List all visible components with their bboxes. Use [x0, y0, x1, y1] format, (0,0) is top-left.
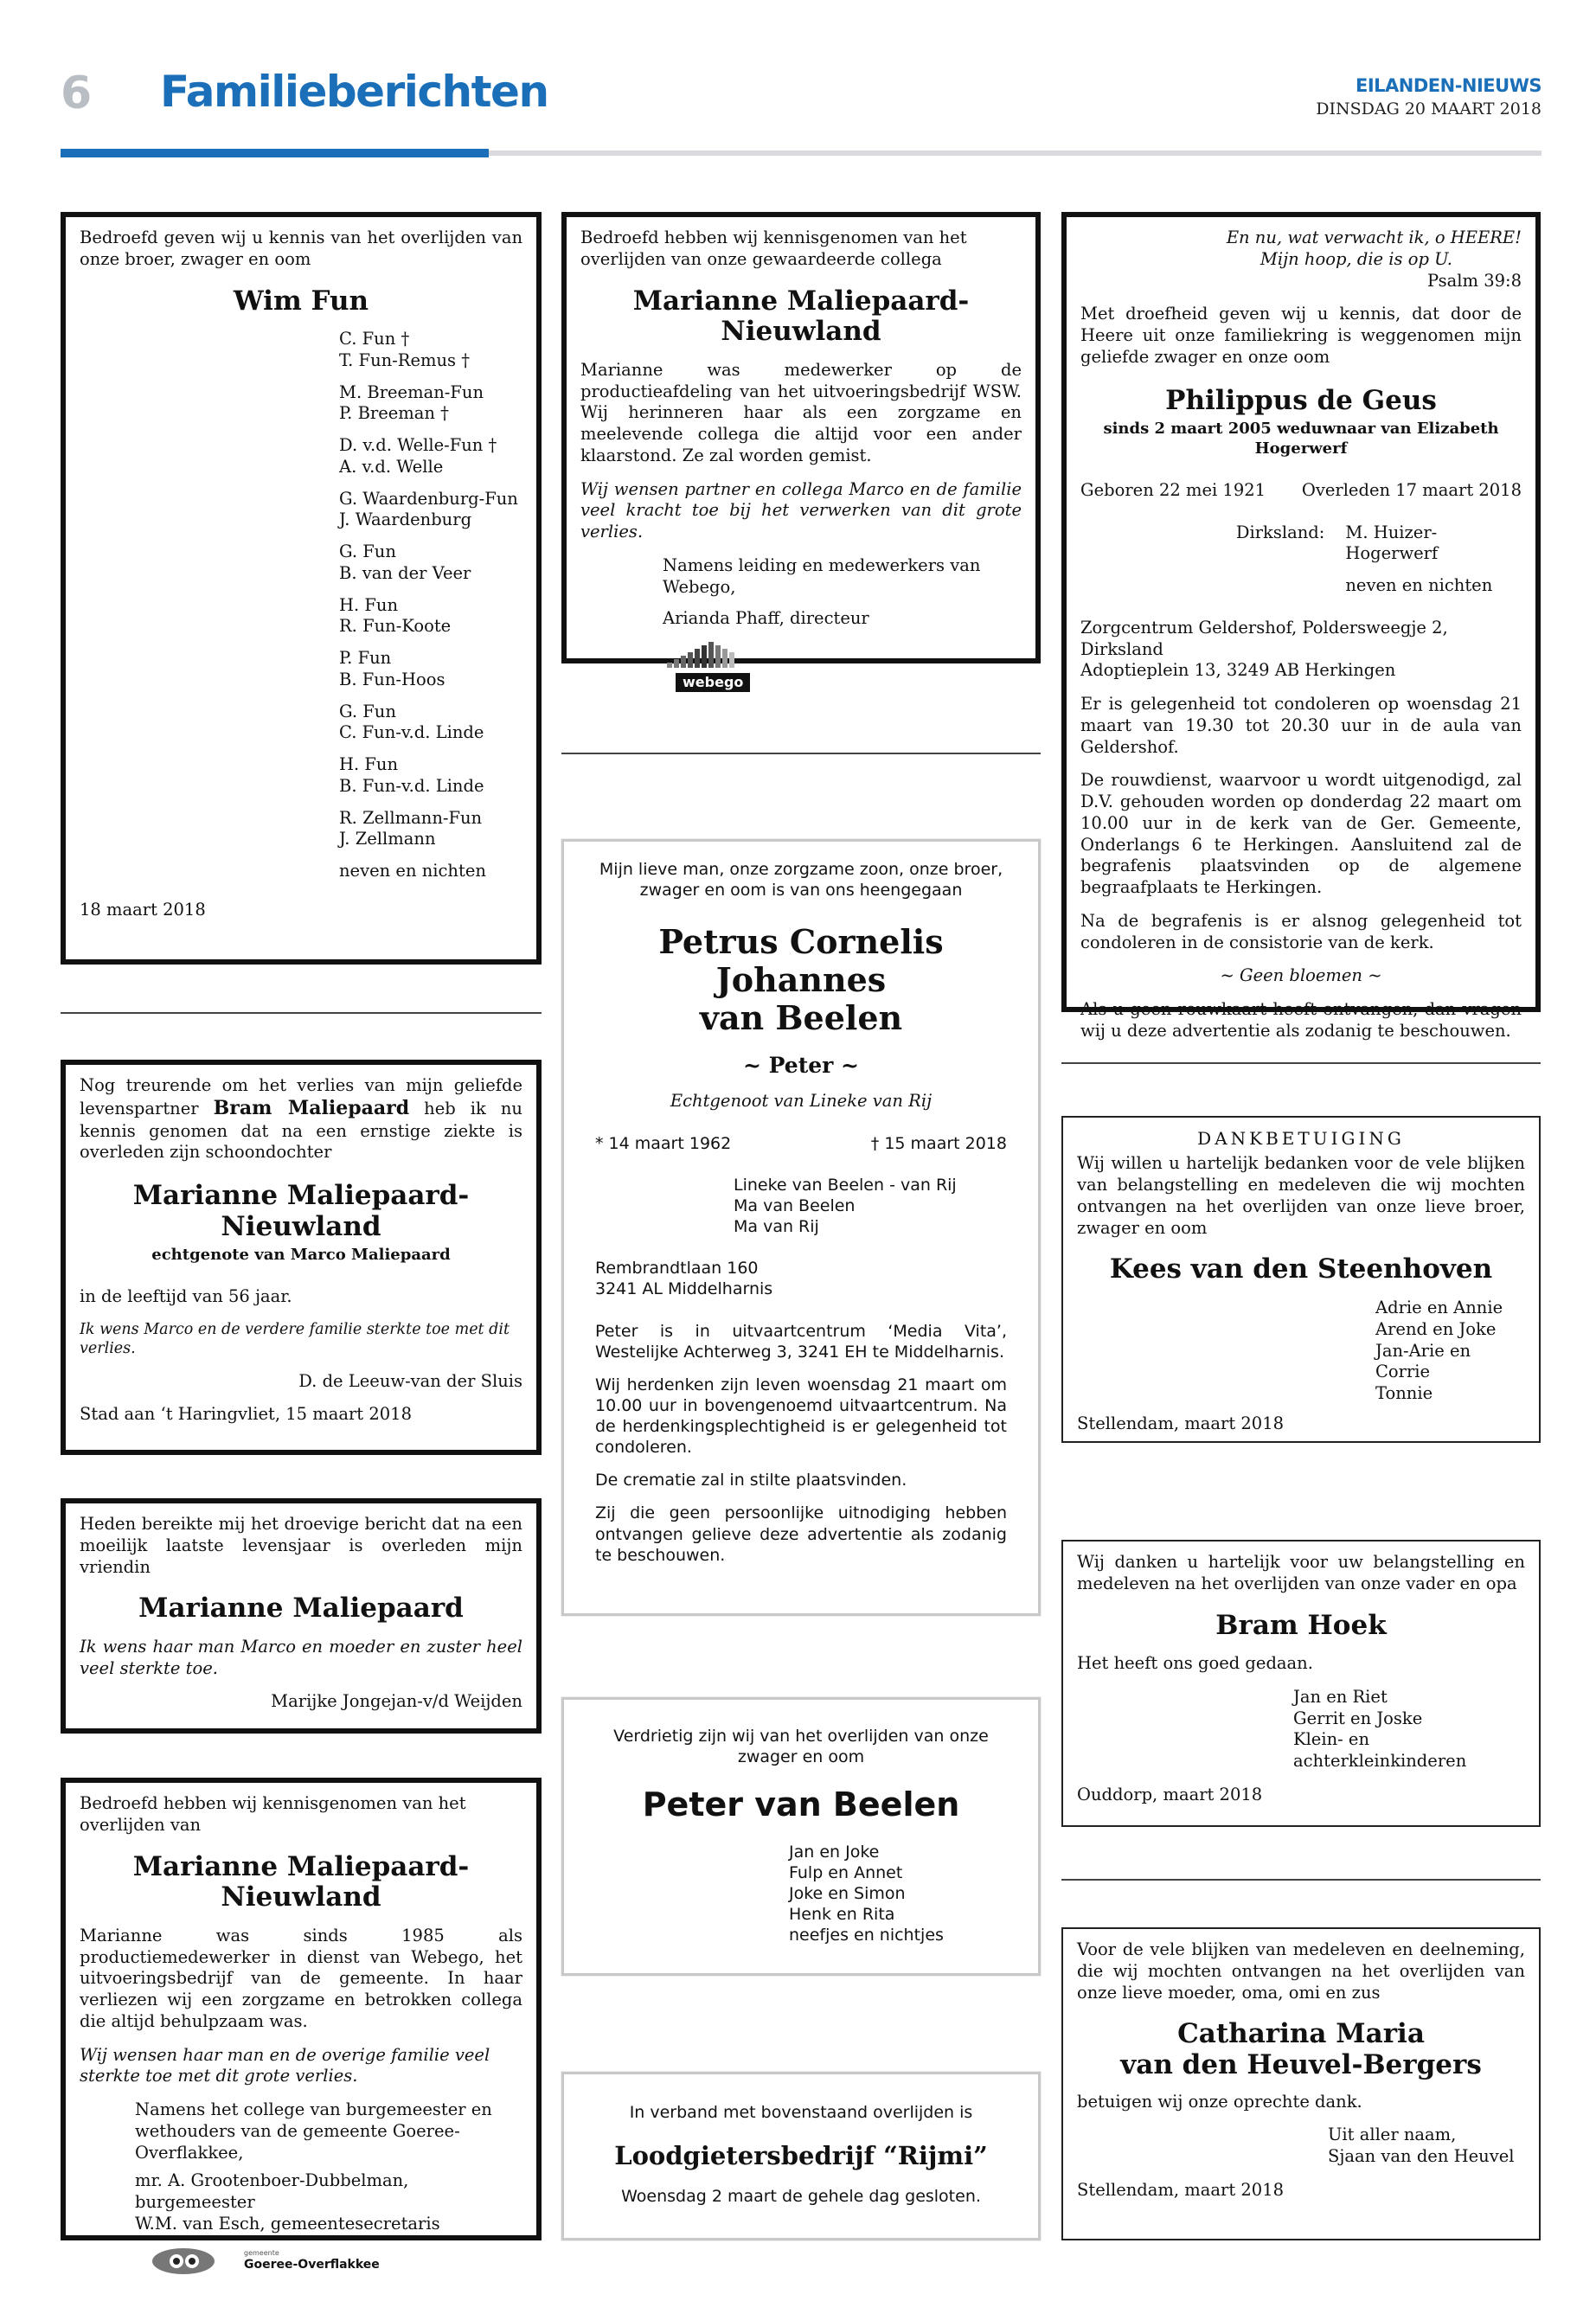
ad-wish: Wij wensen partner en collega Marco en de familie veel kracht toe bij het verwerken van dit grote verlies.	[580, 478, 1022, 542]
deceased-name: Marianne Maliepaard-Nieuwland	[132, 1850, 470, 1913]
ad-kees	[1061, 1116, 1541, 1443]
ad-body: Marianne was medewerker op de productieafdeling van het uitvoeringsbedrijf WSW. Wij herinneren haar als een zorgzame en meelevende collega die altijd voor een ander klaarstond. Ze zal worden gemist.	[580, 359, 1022, 465]
ad-gemeente	[61, 1778, 542, 2272]
ad-place-date: Stad aan ‘t Haringvliet, 15 maart 2018	[80, 1404, 412, 1425]
deceased-name: Philippus de Geus	[1165, 384, 1437, 416]
location: Peter is in uitvaartcentrum ‘Media Vita’, Westelijke Achterweg 3, 3241 EH te Middelharnis.	[595, 1321, 1007, 1362]
signer-block: Dirksland: M. Huizer-Hogerwerf neven en nichten	[1235, 522, 1493, 596]
signer-pair: C. Fun † T. Fun-Remus †	[339, 329, 471, 370]
cremation: De crematie zal in stilte plaatsvinden.	[595, 1471, 907, 1490]
signer-pair: D. v.d. Welle-Fun † A. v.d. Welle	[339, 435, 497, 477]
ad-wish: Wij wensen haar man en de overige familie veel sterkte toe met dit grote verlies.	[80, 2044, 490, 2086]
ad-sign-2: mr. A. Grootenboer-Dubbelman, burgemeester	[135, 2170, 409, 2213]
address-1: Zorgcentrum Geldershof, Poldersweegje 2, Dirksland	[1080, 617, 1448, 659]
ad-intro: Heden bereikte mij het droevige bericht dat na een moeilijk laatste levensjaar is overleden mijn vriendin	[80, 1514, 522, 1577]
deceased-name: Marianne Maliepaard-Nieuwland	[132, 1180, 470, 1242]
publication-date: DINSDAG 20 MAART 2018	[1316, 99, 1542, 119]
ad-note: betuigen wij onze oprechte dank.	[1077, 2091, 1362, 2112]
ad-philippus	[1061, 212, 1541, 1041]
signer-pair: R. Zellmann-Fun J. Zellmann	[339, 807, 483, 849]
column-separator	[61, 1012, 542, 1014]
column-separator	[1061, 1879, 1541, 1881]
after-service: Na de begrafenis is er alsnog gelegenheid tot condoleren in de consistorie van de kerk.	[1080, 910, 1522, 952]
ad-age: in de leeftijd van 56 jaar.	[80, 1286, 292, 1307]
ad-intro: Nog treurende om het verlies van mijn geliefde levenspartner Bram Maliepaard heb ik nu kennis genomen dat na een ernstige ziekte is overleden zijn schoondochter	[80, 1075, 522, 1163]
ad-date: 18 maart 2018	[80, 899, 206, 920]
deceased-name: Bram Hoek	[1215, 1609, 1387, 1641]
header-rule	[489, 151, 1542, 156]
deceased-nickname: ~ Peter ~	[743, 1053, 859, 1079]
deceased-spouse: Echtgenoot van Lineke van Rij	[670, 1091, 933, 1112]
signer-pair: H. Fun R. Fun-Koote	[339, 594, 452, 637]
webego-logo: webego	[658, 637, 762, 697]
ad-note: Het heeft ons goed gedaan.	[1077, 1653, 1313, 1674]
ad-webego	[561, 212, 1041, 691]
publication-logo: EILANDEN-NIEUWS	[1355, 75, 1542, 96]
ad-intro: Bedroefd hebben wij kennisgenomen van het overlijden van onze gewaardeerde collega	[580, 228, 967, 269]
deceased-subtitle: echtgenote van Marco Maliepaard	[151, 1246, 451, 1265]
ad-sign-1: Namens het college van burgemeester en wethouders van de gemeente Goeree-Overflakkee,	[135, 2099, 492, 2163]
life-dates: Geboren 22 mei 1921 Overleden 17 maart 2018	[1080, 479, 1522, 500]
family-list: Lineke van Beelen - van Rij Ma van Beelen Ma van Rij	[734, 1175, 957, 1237]
ad-signer: D. de Leeuw-van der Sluis	[298, 1370, 522, 1391]
ad-peter	[561, 1697, 1041, 1976]
ad-marijke	[61, 1498, 542, 1734]
deceased-name: Catharina Maria van den Heuvel-Bergers	[1120, 2018, 1482, 2080]
verse-line-2: Mijn hoop, die is op U.	[1259, 248, 1452, 269]
address: Rembrandtlaan 160 3241 AL Middelharnis	[595, 1259, 773, 1299]
family-list: Adrie en Annie Arend en Joke Jan-Arie en Corrie Tonnie	[1375, 1298, 1503, 1404]
ad-petrus	[561, 839, 1041, 1616]
life-dates: * 14 maart 1962 † 15 maart 2018	[595, 1133, 1007, 1153]
section-title: Familieberichten	[160, 67, 548, 117]
signer-pair: P. Fun B. Fun-Hoos	[339, 648, 445, 689]
service: Wij herdenken zijn leven woensdag 21 maart om 10.00 uur in bovengenoemd uitvaartcentrum. Na de herdenkingsplechtigheid is er gelegenheid tot condoleren.	[595, 1375, 1007, 1458]
signer-block: Uit aller naam, Sjaan van den Heuvel	[1328, 2125, 1515, 2167]
condolence: Er is gelegenheid tot condoleren op woensdag 21 maart van 19.30 tot 20.30 uur in de aula van Geldershof.	[1080, 694, 1522, 757]
note: Als u geen rouwkaart heeft ontvangen, dan vragen wij u deze advertentie als zodanig te beschouwen.	[1080, 999, 1522, 1041]
goeree-overflakkee-logo: gemeente Goeree-Overflakkee	[149, 2244, 522, 2279]
ad-rijmi	[561, 2072, 1041, 2240]
ad-heading: DANKBETUIGING	[1197, 1128, 1405, 1149]
signer-pair: G. Fun C. Fun-v.d. Linde	[339, 701, 484, 743]
signer-pair: H. Fun B. Fun-v.d. Linde	[339, 754, 484, 796]
signer-pair: G. Fun B. van der Veer	[339, 542, 471, 583]
service: De rouwdienst, waarvoor u wordt uitgenodigd, zal D.V. gehouden worden op donderdag 22 maart om 10.00 uur in de kerk van de Ger. Gemeente, Onderlangs 6 te Herkingen. Aansluitend zal de begrafenis plaatsvinden op de algemene begraafplaats te Herkingen.	[1080, 770, 1522, 898]
ad-wish: Ik wens Marco en de verdere familie sterkte toe met dit verlies.	[80, 1321, 510, 1358]
ad-sign-1: Namens leiding en medewerkers van Webego,	[663, 554, 981, 597]
deceased-name: Marianne Maliepaard-Nieuwland	[632, 285, 970, 348]
business-name: Loodgietersbedrijf “Rijmi”	[614, 2141, 988, 2171]
ad-place-date: Stellendam, maart 2018	[1077, 2179, 1285, 2200]
deceased-name: Wim Fun	[233, 285, 369, 317]
signer-pair: G. Waardenburg-Fun J. Waardenburg	[339, 488, 518, 530]
ad-wim-fun	[61, 212, 542, 965]
webego-logo-icon	[658, 637, 753, 676]
ad-bram-hoek	[1061, 1540, 1541, 1827]
no-flowers: ~ Geen bloemen ~	[1220, 965, 1382, 986]
ad-wish: Ik wens haar man Marco en moeder en zuster heel veel sterkte toe.	[80, 1636, 522, 1678]
gemeente-logo-icon	[149, 2244, 244, 2279]
family-list: Jan en Joke Fulp en Annet Joke en Simon Henk en Rita neefjes en nichtjes	[789, 1842, 944, 1945]
ad-intro: Voor de vele blijken van medeleven en deelneming, die wij mochten ontvangen na het overlijden van onze lieve moeder, oma, omi en zus	[1077, 1939, 1525, 2003]
ad-bram-maliepaard	[61, 1060, 542, 1455]
verse-line-1: En nu, wat verwacht ik, o HEERE!	[1226, 228, 1522, 247]
page-number: 6	[61, 67, 93, 119]
column-separator	[561, 753, 1041, 754]
ad-intro: Wij willen u hartelijk bedanken voor de vele blijken van belangstelling en medeleven die wij mochten ontvangen na het overlijden van onze lieve broer, zwager en oom	[1077, 1153, 1525, 1238]
ad-body: Marianne was sinds 1985 als productiemedewerker in dienst van Webego, het uitvoeringsbedrijf van de gemeente. In haar verliezen wij een zorgzame en betrokken collega die altijd behulpzaam was.	[80, 1925, 522, 2031]
deceased-name: Peter van Beelen	[642, 1785, 960, 1824]
ad-intro: Wij danken u hartelijk voor uw belangstelling en medeleven na het overlijden van onze vader en opa	[1077, 1552, 1525, 1593]
address-2: Adoptieplein 13, 3249 AB Herkingen	[1080, 660, 1396, 681]
deceased-name: Petrus Cornelis Johannes van Beelen	[658, 922, 944, 1037]
deceased-name: Marianne Maliepaard	[138, 1593, 464, 1625]
header-accent-bar	[61, 149, 489, 157]
ad-place-date: Stellendam, maart 2018	[1077, 1413, 1285, 1433]
ad-intro: Bedroefd geven wij u kennis van het overlijden van onze broer, zwager en oom	[80, 228, 522, 269]
ad-intro: Met droefheid geven wij u kennis, dat door de Heere uit onze familiekring is weggenomen mijn geliefde zwager en onze oom	[1080, 304, 1522, 367]
column-separator	[1061, 1062, 1541, 1064]
verse-reference: Psalm 39:8	[1427, 270, 1522, 291]
deceased-name: Kees van den Steenhoven	[1109, 1253, 1493, 1285]
ad-intro: Verdrietig zijn wij van het overlijden van onze zwager en oom	[613, 1727, 989, 1767]
family-list: Jan en Riet Gerrit en Joske Klein- en achterkleinkinderen	[1293, 1686, 1467, 1772]
ad-intro: In verband met bovenstaand overlijden is	[629, 2103, 973, 2122]
ad-place-date: Ouddorp, maart 2018	[1077, 1784, 1263, 1804]
ad-catharina	[1061, 1927, 1541, 2240]
signer-pair: neven en nichten	[339, 861, 486, 881]
note: Zij die geen persoonlijke uitnodiging hebben ontvangen gelieve deze advertentie als zodanig te beschouwen.	[595, 1503, 1007, 1565]
ad-intro: Bedroefd hebben wij kennisgenomen van het overlijden van	[80, 1793, 466, 1835]
signer-list	[339, 329, 522, 882]
closure-note: Woensdag 2 maart de gehele dag gesloten.	[621, 2187, 981, 2207]
ad-signer: Marijke Jongejan-v/d Weijden	[271, 1691, 522, 1712]
ad-intro: Mijn lieve man, onze zorgzame zoon, onze broer, zwager en oom is van ons heengegaan	[599, 860, 1003, 901]
ad-sign-3: W.M. van Esch, gemeentesecretaris	[135, 2213, 440, 2234]
signer-pair: M. Breeman-Fun P. Breeman †	[339, 381, 484, 424]
ad-sign-2: Arianda Phaff, directeur	[663, 608, 869, 629]
deceased-subtitle: sinds 2 maart 2005 weduwnaar van Elizabeth Hogerwerf	[1103, 420, 1499, 458]
